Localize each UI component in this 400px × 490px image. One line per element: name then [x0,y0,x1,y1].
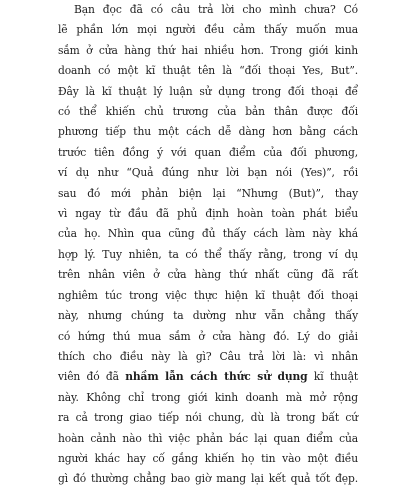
text-line: của họ. Nhìn qua cũng đủ thấy cách làm này khá [58,227,358,241]
text-line: này. Không chỉ trong giới kinh doanh mà mở rộng [58,390,358,404]
text-line: hoàn cảnh nào thì việc phản bác lại quan điểm của [58,431,358,445]
text-line: Bạn đọc đã có câu trả lời cho mình chưa? Có [74,3,358,16]
text-line: ra cả trong giao tiếp nói chung, dù là trong bất cứ [58,411,358,425]
text-line: sau đó mới phản biện lại “Nhưng (But)”, thay [58,186,358,200]
text-line: hợp lý. Tuy nhiên, ta có thể thấy rằng, trong ví dụ [58,247,358,261]
text-line-with-emphasis [58,367,358,387]
text-line: trước tiên đồng ý với quan điểm của đối phương, [58,145,358,159]
text-run: kĩ thuật [307,370,358,384]
text-line: doanh có một kĩ thuật tên là “đối thoại Yes, But”. [58,64,358,78]
text-line: người khác hay cố gắng khiến họ tin vào một điều [58,451,358,465]
text-line: vì ngay từ đầu đã phủ định hoàn toàn phát biểu [58,207,358,221]
text-line: nghiêm túc trong việc thực hiện kĩ thuật đối thoại [58,288,358,302]
text-line: lẽ phần lớn mọi người đều cảm thấy muốn mua [58,23,358,37]
bold-emphasis: nhầm lẫn cách thức sử dụng [125,370,308,384]
text-line: gì đó thường chẳng bao giờ mang lại kết quả tốt đẹp. [58,472,358,486]
text-line: ví dụ như “Quả đúng như lời bạn nói (Yes)”, rồi [58,166,358,180]
text-line: này, nhưng chúng ta dường như vẫn chẳng thấy [58,309,358,323]
text-line: có thể khiến chủ trương của bản thân được đối [58,105,358,119]
body-paragraph [58,0,358,490]
text-line: trên nhân viên ở cửa hàng thứ nhất cũng đã rất [58,268,358,282]
text-line: thích cho điều này là gì? Câu trả lời là: vì nhân [58,349,358,363]
text-line: Đây là kĩ thuật lý luận sử dụng trong đối thoại để [58,84,358,98]
text-line: sắm ở cửa hàng thứ hai nhiều hơn. Trong giới kinh [58,43,358,57]
text-line: phương tiếp thu một cách dễ dàng hơn bằng cách [58,125,358,139]
text-run: viên đó đã [58,370,126,384]
text-line: có hứng thú mua sắm ở cửa hàng đó. Lý do giải [58,329,358,343]
